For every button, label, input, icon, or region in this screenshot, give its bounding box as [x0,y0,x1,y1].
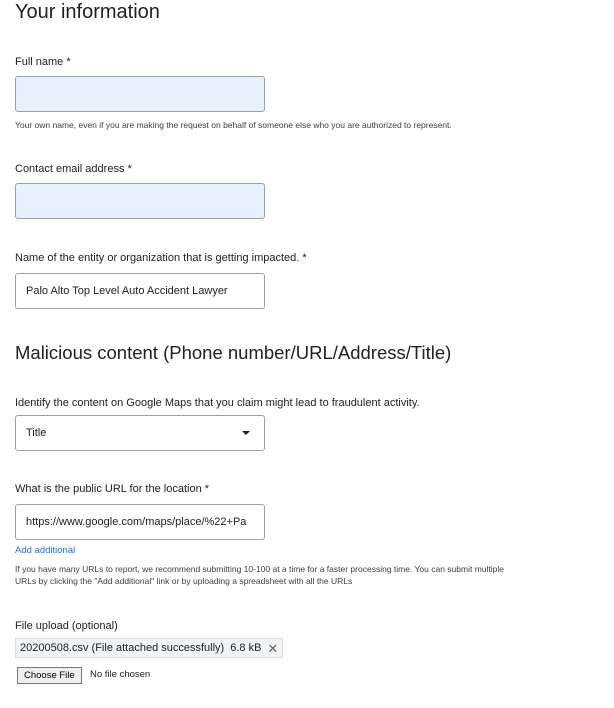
public-url-helper-line2: URLs by clicking the "Add additional" link or by uploading a spreadsheet with all the URLs [15,576,353,586]
full-name-label: Full name * [15,56,71,68]
section-title-malicious-content: Malicious content (Phone number/URL/Address/Title) [15,342,452,363]
public-url-helper-line1: If you have many URLs to report, we recommend submitting 10-100 at a time for a faster processing time. You can submit multiple [15,564,504,574]
attached-file-name: 20200508.csv (File attached successfully) [20,642,225,654]
public-url-input[interactable] [15,504,265,540]
add-additional-link[interactable]: Add additional [15,545,76,556]
content-type-selected: Title [26,427,47,439]
attached-file-chip [15,638,283,658]
content-type-select[interactable] [15,415,265,451]
choose-file-button[interactable]: Choose File [17,667,82,684]
section-title-your-information: Your information [15,1,160,23]
entity-name-label: Name of the entity or organization that is getting impacted. * [15,252,307,264]
full-name-input[interactable] [15,76,265,112]
contact-email-label: Contact email address * [15,163,132,175]
no-file-chosen-text: No file chosen [90,669,151,680]
contact-email-input[interactable] [15,183,265,219]
close-icon[interactable]: ✕ [267,640,279,656]
full-name-helper: Your own name, even if you are making the request on behalf of someone else who you are authorized to represent. [15,120,452,130]
file-upload-label: File upload (optional) [15,620,118,632]
caret-down-icon [242,431,250,435]
attached-file-size: 6.8 kB [230,642,262,654]
public-url-label: What is the public URL for the location * [15,483,210,495]
entity-name-input[interactable] [15,273,265,309]
content-type-label: Identify the content on Google Maps that you claim might lead to fraudulent activity. [15,397,420,409]
